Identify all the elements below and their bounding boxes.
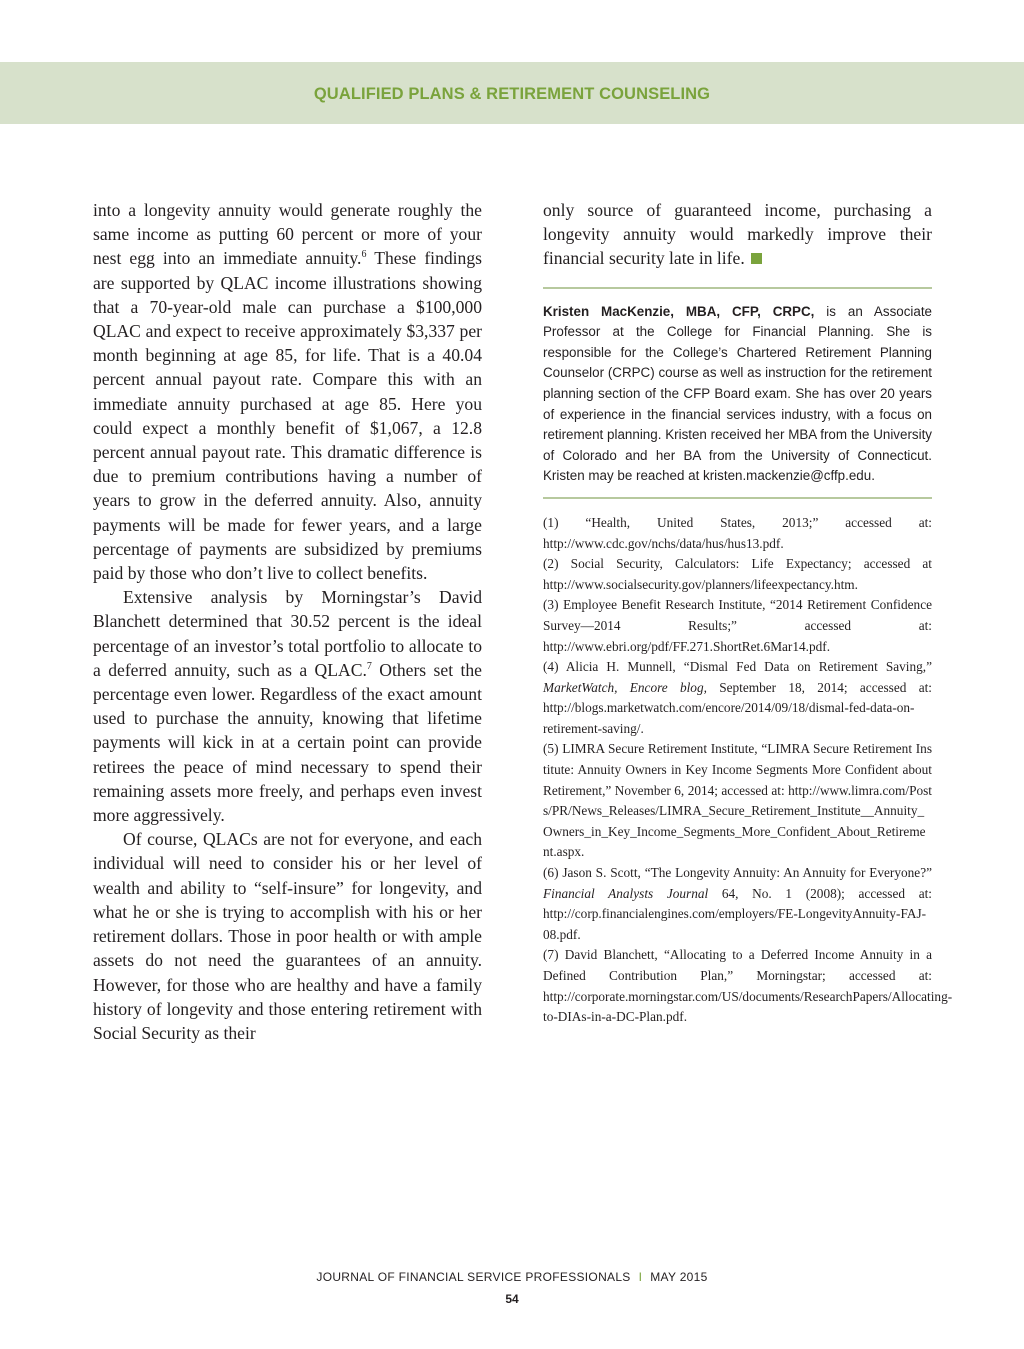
footnote-ref-6: 6 bbox=[361, 249, 367, 261]
footnote-ref-7: 7 bbox=[366, 661, 372, 672]
author-bio: Kristen MacKenzie, MBA, CFP, CRPC, is an Associate Professor at the College for Financial Planning. She is responsible for the College’s Chartered Retirement Planning Counselor (CRPC) course as well as instruction for the retirement planning section of the CFP Board exam. She has over 20 years of experience in the financial services industry, with a focus on retirement planning. Kristen received her MBA from the University of Colorado and her BA from the University of Connecticut. Kristen may be reached at kristen.mackenzie@cffp.edu. bbox=[543, 303, 932, 484]
end-of-article-mark bbox=[751, 253, 762, 264]
right-column bbox=[543, 198, 953, 1028]
endnote-5: (5) LIMRA Secure Retirement Institute, “LIMRA Secure Retirement Institute: Annuity Owners in Key Income Segments More Confident about Retirement,” November 6, 2014; accessed at: http://www.limra.com/Posts/PR/News_Releases/LIMRA_Secure_Retirement_Institute__Annuity_Owners_in_Key_Income_Segments_More_Confident_About_Retirement.aspx. bbox=[543, 741, 932, 860]
body-paragraph-3-continued: only source of guaranteed income, purchasing a longevity annuity would markedly improve their financial security late in life. bbox=[543, 200, 932, 269]
journal-name: JOURNAL OF FINANCIAL SERVICE PROFESSIONALS bbox=[316, 1270, 631, 1284]
divider-rule bbox=[543, 497, 932, 499]
left-column bbox=[93, 198, 482, 1045]
section-header-band bbox=[0, 62, 1024, 124]
divider-rule bbox=[543, 287, 932, 289]
section-title: QUALIFIED PLANS & RETIREMENT COUNSELING bbox=[313, 84, 711, 103]
endnote-2: (2) Social Security, Calculators: Life Expectancy; accessed at http://www.socialsecurity.gov/planners/lifeexpectancy.htm. bbox=[543, 556, 932, 592]
footer-separator: I bbox=[638, 1270, 643, 1284]
endnotes bbox=[543, 513, 953, 1028]
body-paragraph-1: into a longevity annuity would generate roughly the same income as putting 60 percent or more of your nest egg into an immediate annuity.$^6$ These findings are supported by QLAC income illustrations showing that a 70-year-old male can purchase a $100,000 QLAC and expect to receive approximately $3,337 per month beginning at age 85, for life. That is a 40.04 percent annual payout rate. Compare this with an immediate annuity purchased at age 85. Here you could expect a monthly benefit of $1,067, a 12.8 percent annual payout rate. This dramatic difference is due to premium contributions having a number of years to grow in the deferred annuity. Also, annuity payments will be made for fewer years, and a large percentage of payments are subsidized by premiums paid by those who don’t live to collect benefits. bbox=[93, 200, 482, 584]
page-number: 54 bbox=[505, 1292, 519, 1306]
body-paragraph-3: Of course, QLACs are not for everyone, and each individual will need to consider his or her level of wealth and ability to “self-insure” for longevity, and what he or she is trying to accomplish with his or her retirement dollars. Those in poor health or with ample assets do not need the guarantees of an annuity. However, for those who are healthy and have a family history of longevity and those entering retirement with Social Security as their bbox=[93, 829, 482, 1043]
issue-date: MAY 2015 bbox=[650, 1270, 708, 1284]
endnote-6: (6) Jason S. Scott, “The Longevity Annuity: An Annuity for Everyone?” Financial Analysts Journal 64, No. 1 (2008); accessed at: http://corp.financialengines.com/employers/FE-LongevityAnnuity-FAJ-08.pdf. bbox=[543, 865, 932, 942]
body-paragraph-2: Extensive analysis by Morningstar’s David Blanchett determined that 30.52 percent is the ideal percentage of an investor’s total portfolio to allocate to a deferred annuity, such as a QLAC.$^7$ Others set the percentage even lower. Regardless of the exact amount used to purchase the annuity, knowing that lifetime payments will kick in at a certain point can provide retirees the peace of mind necessary to spend their remaining assets more freely, and perhaps even invest more aggressively. bbox=[93, 587, 482, 826]
endnote-4: (4) Alicia H. Munnell, “Dismal Fed Data on Retirement Saving,” MarketWatch, Encore blog, September 18, 2014; accessed at: http://blogs.marketwatch.com/encore/2014/09/18/dismal-fed-data-on-retirement-saving/. bbox=[543, 659, 932, 736]
endnote-3: (3) Employee Benefit Research Institute, “2014 Retirement Confidence Survey—2014 Results;” accessed at: http://www.ebri.org/pdf/FF.271.ShortRet.6Mar14.pdf. bbox=[543, 597, 932, 654]
author-name: Kristen MacKenzie, MBA, CFP, CRPC, bbox=[543, 303, 815, 319]
endnote-1: (1) “Health, United States, 2013;” accessed at: http://www.cdc.gov/nchs/data/hus/hus13.pdf. bbox=[543, 514, 932, 551]
page-footer bbox=[0, 1270, 1024, 1284]
endnote-7: (7) David Blanchett, “Allocating to a Deferred Income Annuity in a Defined Contribution Plan,” Morningstar; accessed at: http://corporate.morningstar.com/US/documents/ResearchPapers/Allocating-to-DIAs-in-a-DC-Plan.pdf. bbox=[543, 947, 953, 1025]
